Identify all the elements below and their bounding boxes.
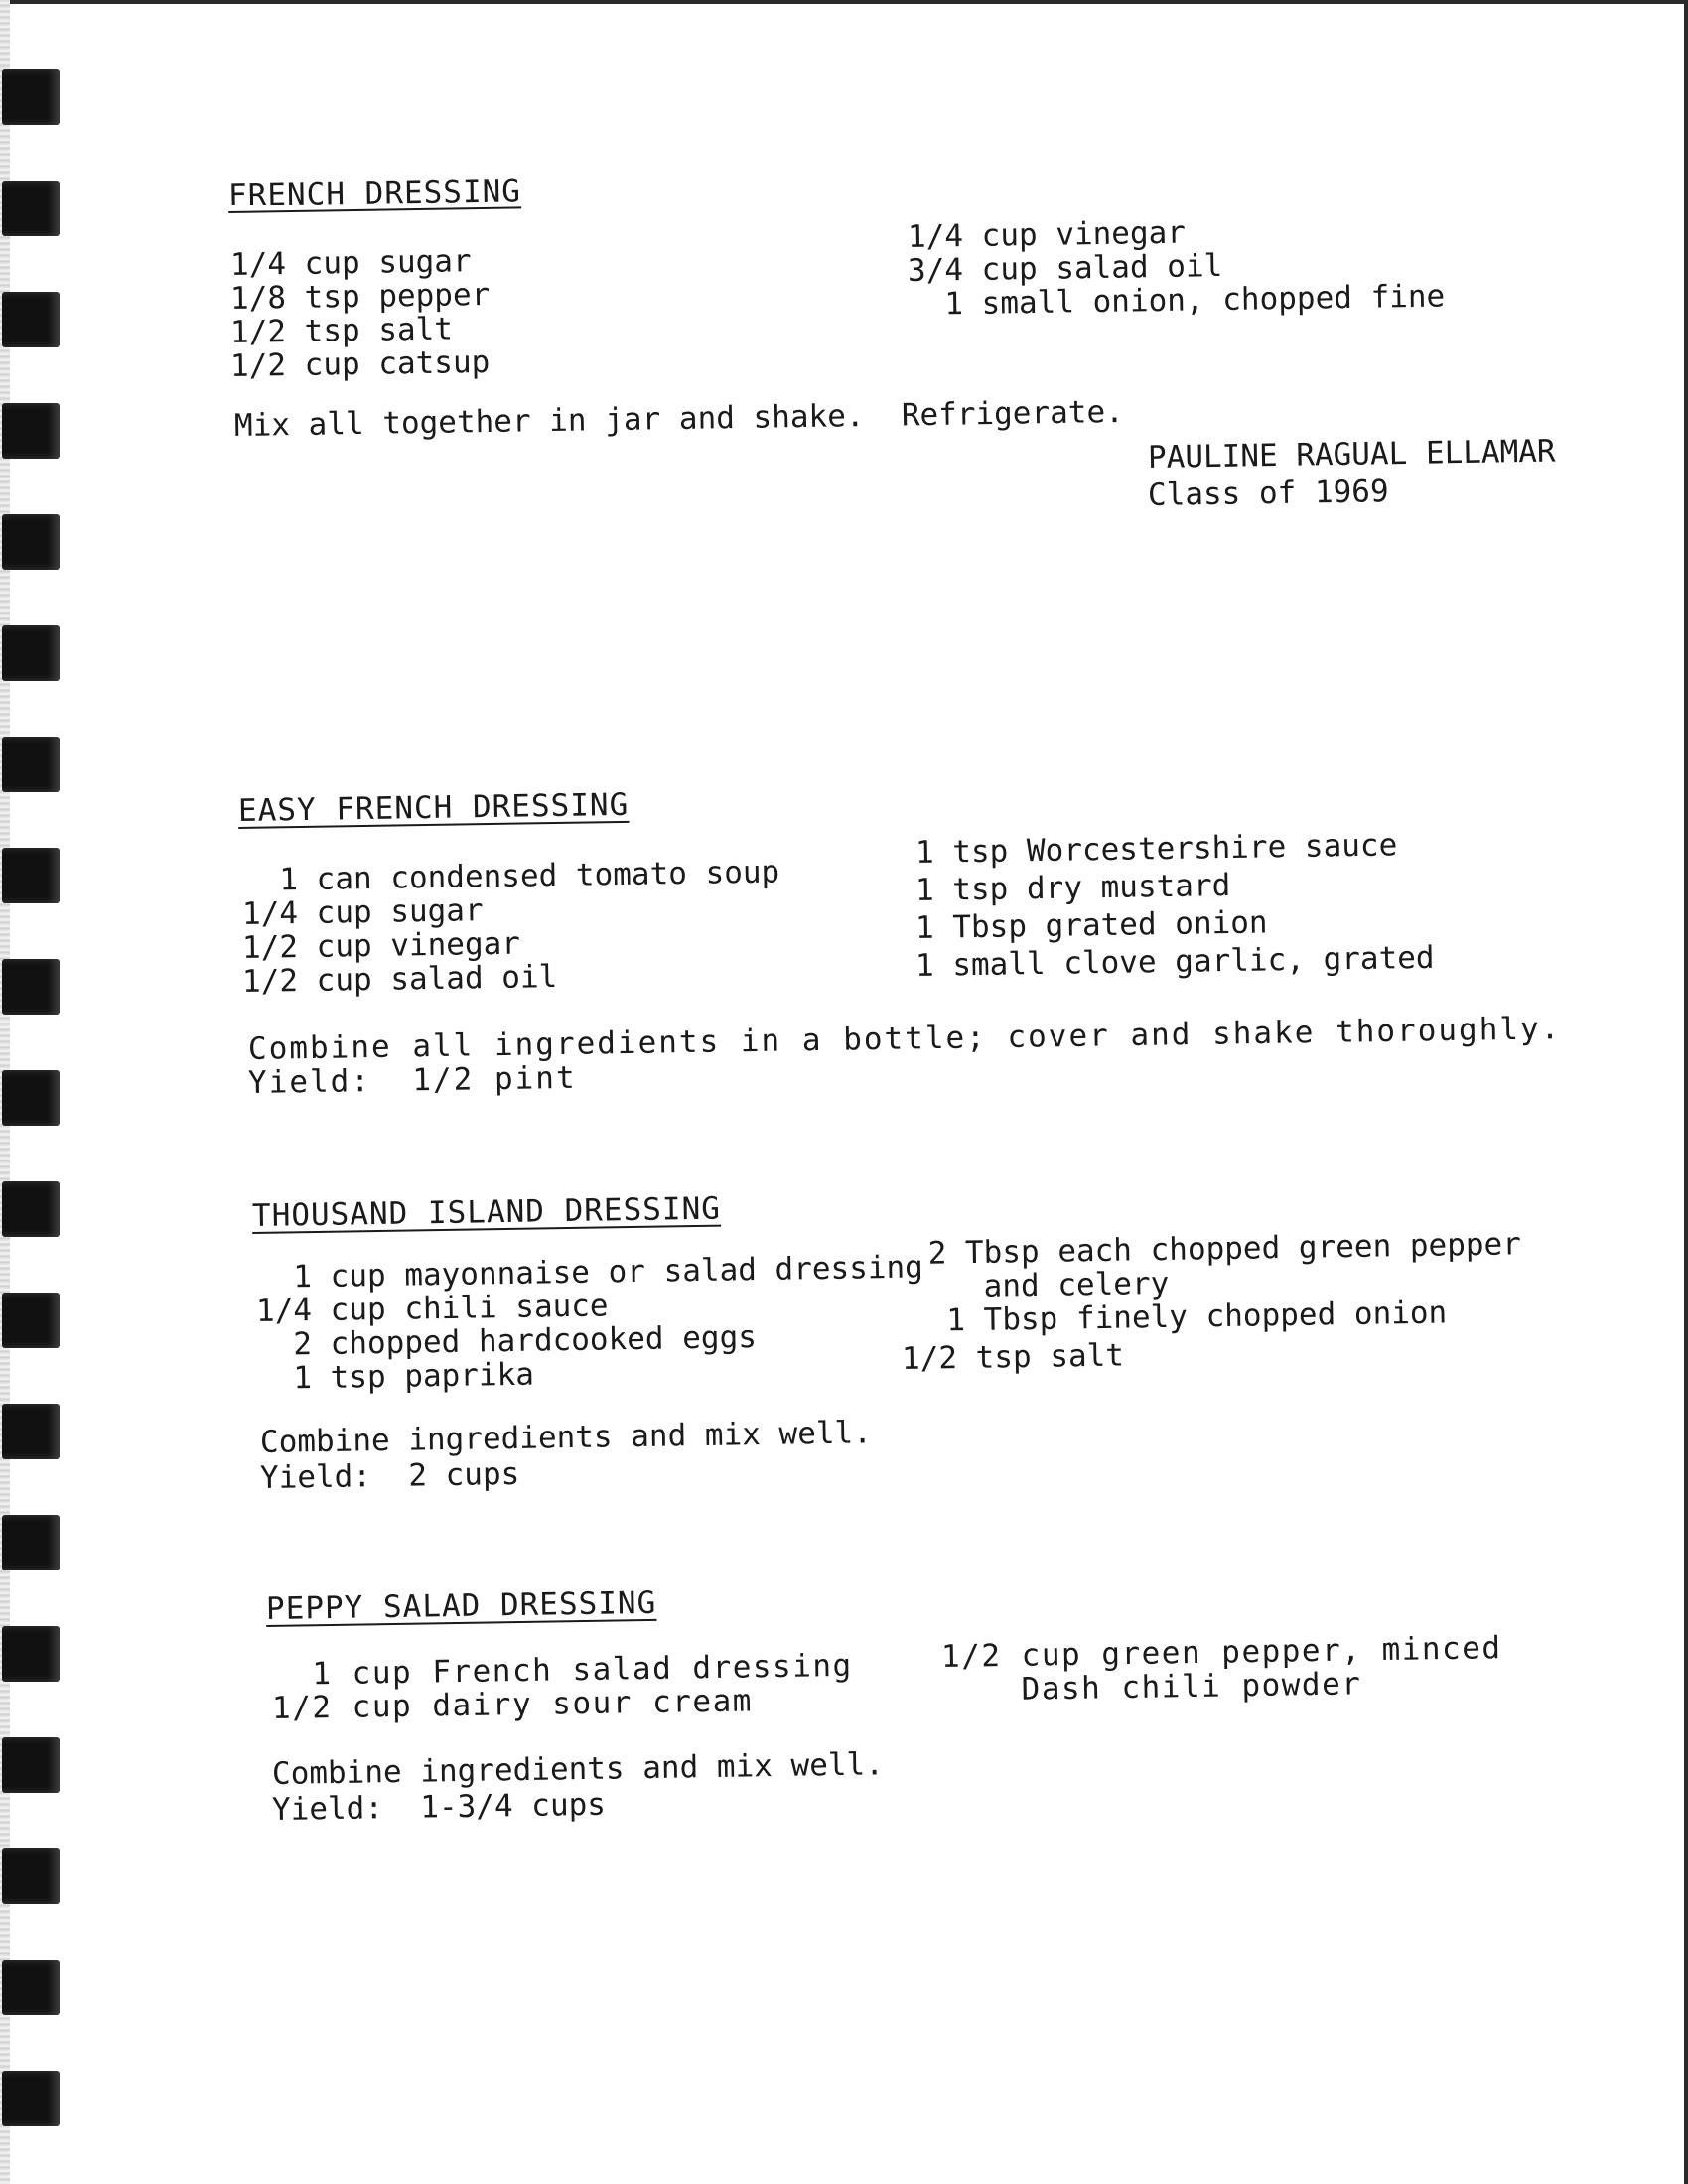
directions: Combine ingredients and mix well.: [271, 1746, 885, 1792]
binding-hole: [2, 1848, 60, 1904]
ingredient: Dash chili powder: [940, 1666, 1362, 1708]
ingredient: 1/4 cup chili sauce: [255, 1288, 609, 1329]
ingredient: 1/8 tsp pepper: [229, 276, 491, 317]
ingredient: 1 cup mayonnaise or salad dressing: [255, 1249, 924, 1296]
ingredient: 1 tsp paprika: [255, 1356, 535, 1397]
ingredient: and celery: [909, 1265, 1170, 1305]
ingredient: 1/4 cup sugar: [241, 892, 484, 932]
page-top-edge: [0, 0, 1688, 4]
spiral-binding: [0, 0, 89, 2184]
binding-hole: [2, 1737, 60, 1793]
page-right-edge: [1684, 0, 1688, 2184]
recipe-title: EASY FRENCH DRESSING: [237, 786, 630, 829]
ingredient: 1 tsp dry mustard: [914, 868, 1231, 908]
binding-hole: [2, 737, 60, 792]
binding-hole: [2, 1181, 60, 1237]
ingredient: 1/2 cup vinegar: [241, 925, 521, 966]
recipe-title: PEPPY SALAD DRESSING: [265, 1584, 657, 1627]
yield: Yield: 1/2 pint: [247, 1059, 577, 1101]
recipe-title: THOUSAND ISLAND DRESSING: [251, 1190, 722, 1234]
ingredient: 2 Tbsp each chopped green pepper: [909, 1226, 1522, 1272]
recipe-title: FRENCH DRESSING: [227, 173, 522, 213]
binding-hole: [2, 959, 60, 1015]
binding-hole: [2, 69, 60, 125]
binding-hole: [2, 403, 60, 459]
ingredient: 1/4 cup vinegar: [907, 214, 1187, 255]
ingredient: 1/2 cup salad oil: [241, 959, 558, 1000]
credit-class: Class of 1969: [1147, 474, 1389, 513]
binding-hole: [2, 1404, 60, 1459]
ingredient: 1 cup French salad dressing: [271, 1647, 853, 1693]
ingredient: 1 can condensed tomato soup: [241, 854, 780, 898]
binding-hole: [2, 514, 60, 570]
ingredient: 1/2 cup green pepper, minced: [940, 1630, 1502, 1675]
binding-hole: [2, 1626, 60, 1682]
ingredient: 1/2 tsp salt: [229, 311, 454, 350]
binding-hole: [2, 1515, 60, 1570]
ingredient: 1 small onion, chopped fine: [907, 278, 1446, 323]
ingredient: 1/2 tsp salt: [901, 1337, 1125, 1377]
directions: Combine ingredients and mix well.: [259, 1415, 873, 1460]
binding-hole: [2, 625, 60, 681]
ingredient: 1/2 cup dairy sour cream: [271, 1683, 754, 1726]
binding-hole: [2, 1960, 60, 2015]
binding-hole: [2, 848, 60, 903]
ingredient: 1 small clove garlic, grated: [914, 939, 1435, 984]
binding-hole: [2, 1070, 60, 1126]
yield: Yield: 2 cups: [259, 1455, 520, 1496]
binding-hole: [2, 1293, 60, 1348]
yield: Yield: 1-3/4 cups: [271, 1786, 607, 1828]
binding-hole: [2, 292, 60, 347]
ingredient: 1 Tbsp grated onion: [914, 904, 1268, 946]
ingredient: 1/4 cup sugar: [229, 243, 472, 283]
ingredient: 3/4 cup salad oil: [907, 248, 1223, 289]
ingredient: 1 Tbsp finely chopped onion: [909, 1295, 1448, 1339]
ingredient: 1/2 cup catsup: [229, 343, 491, 384]
directions: Mix all together in jar and shake. Refrigerate.: [233, 393, 1125, 444]
directions: Combine all ingredients in a bottle; cover and shake thoroughly.: [247, 1011, 1562, 1067]
ingredient: 2 chopped hardcooked eggs: [255, 1319, 758, 1363]
credit-name: PAULINE RAGUAL ELLAMAR: [1147, 433, 1556, 476]
binding-hole: [2, 181, 60, 236]
ingredient: 1 tsp Worcestershire sauce: [914, 827, 1398, 871]
binding-hole: [2, 2071, 60, 2126]
